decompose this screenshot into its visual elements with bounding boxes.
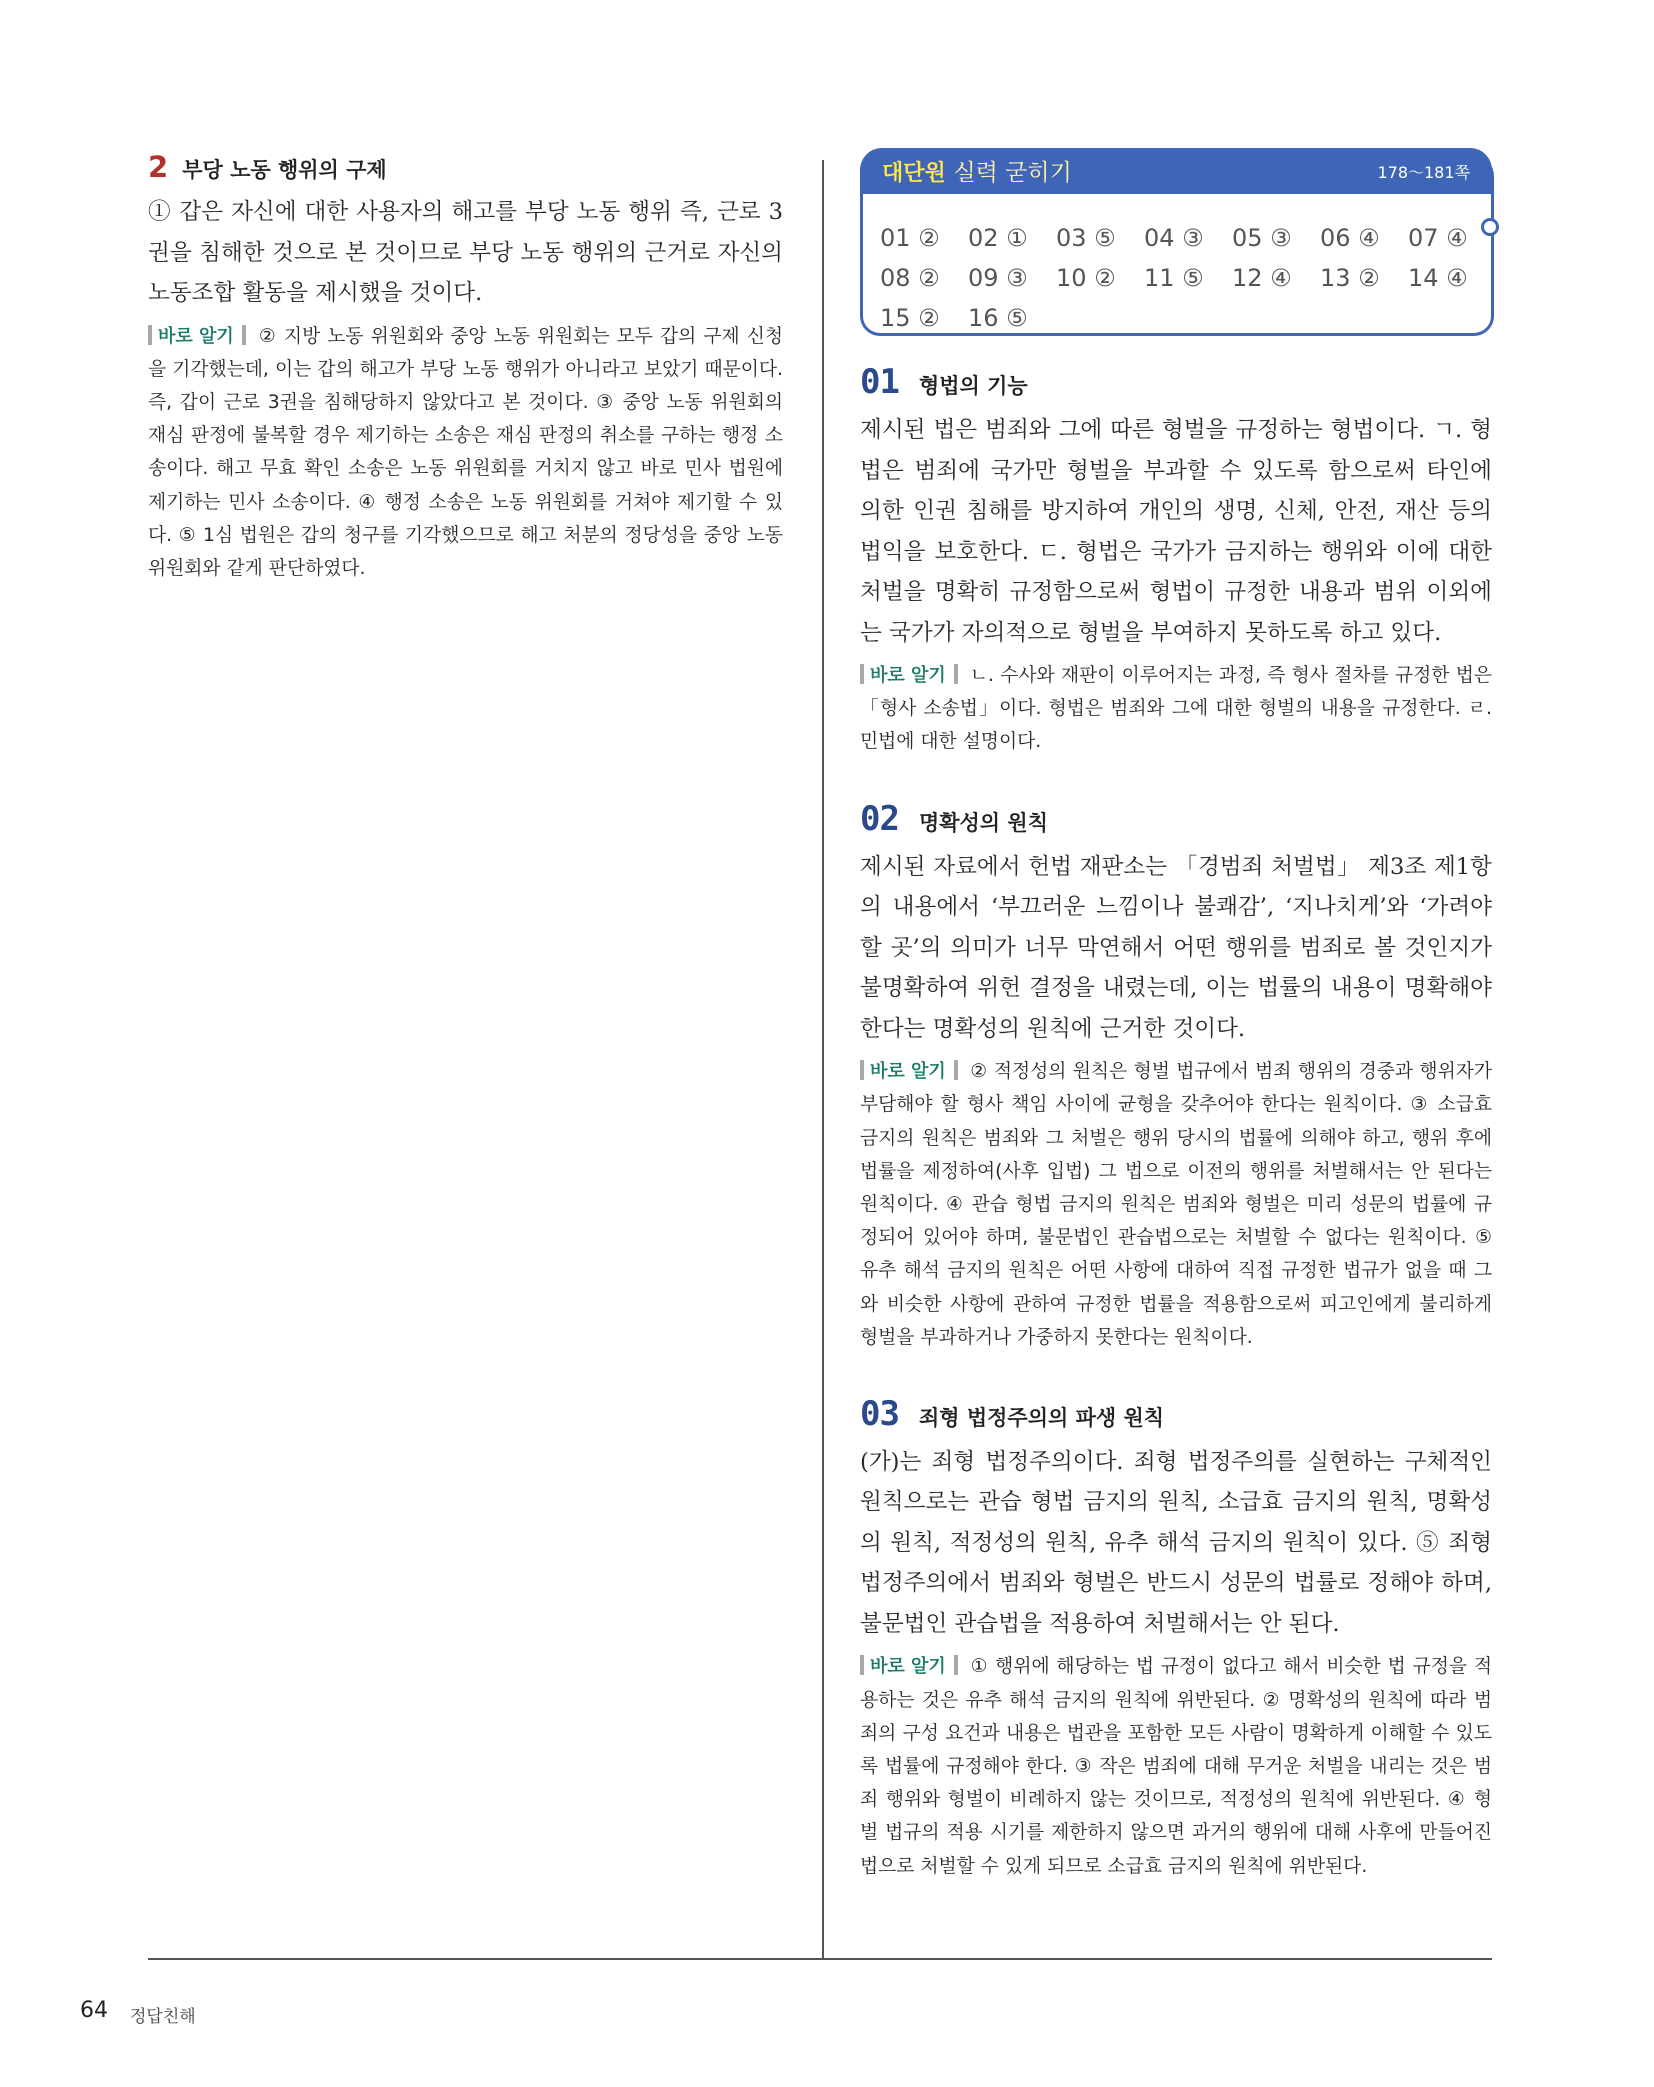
answer-item: 05 ③ bbox=[1232, 224, 1292, 252]
correction-text: ② 적정성의 원칙은 형벌 법규에서 범죄 행위의 경중과 행위자가 부담해야 할 형사 책임 사이에 균형을 갖추어야 한다는 원칙이다. ③ 소급효 금지의 원칙은 범죄와 그 처벌은 행위 당시의 법률에 의해야 하고, 행위 후에 법률을 제정하여(사후 입법) 그 법으로 이전의 행위를 처벌해서는 안 된다는 원칙이다. ④ 관습 형법 금지의 원칙은 범죄와 형벌은 미리 성문의 법률에 규정되어 있어야 하며, 불문법인 관습법으로는 처벌할 수 없다는 원칙이다. ⑤ 유추 해석 금지의 원칙은 어떤 사항에 대하여 직접 규정한 법규가 없을 때 그와 비슷한 사항에 관하여 규정한 법률을 적용함으로써 피고인에게 불리하게 형벌을 부과하거나 가중하지 못한다는 원칙이다. bbox=[860, 1061, 1492, 1348]
question-01 bbox=[860, 362, 1492, 759]
answer-item: 06 ④ bbox=[1320, 224, 1380, 252]
question-number: 03 bbox=[860, 1393, 899, 1434]
question-heading bbox=[860, 1394, 1492, 1434]
correction-note bbox=[860, 1650, 1492, 1882]
answer-key-header bbox=[860, 148, 1492, 194]
correction-tag: 바로 알기 bbox=[860, 1650, 960, 1683]
question-title: 명확성의 원칙 bbox=[918, 810, 1048, 835]
question-explanation: (가)는 죄형 법정주의이다. 죄형 법정주의를 실현하는 구체적인 원칙으로는 관습 형법 금지의 원칙, 소급효 금지의 원칙, 명확성의 원칙, 적정성의 원칙, 유추 해석 금지의 원칙이 있다. ⑤ 죄형 법정주의에서 범죄와 형벌은 반드시 성문의 법률로 정해야 하며, 불문법인 관습법을 적용하여 처벌해서는 안 된다. bbox=[860, 1448, 1492, 1637]
answer-key-title-main: 대단원 bbox=[882, 161, 946, 186]
answer-item: 01 ② bbox=[880, 224, 940, 252]
section-title: 부당 노동 행위의 구제 bbox=[182, 158, 387, 182]
question-02 bbox=[860, 799, 1492, 1354]
answer-key-title bbox=[882, 154, 1072, 187]
correction-tag: 바로 알기 bbox=[148, 320, 248, 353]
section-heading bbox=[148, 150, 783, 184]
right-column bbox=[860, 150, 1492, 1883]
answer-key-box bbox=[860, 156, 1492, 334]
correction-text: ① 행위에 해당하는 법 규정이 없다고 해서 비슷한 법 규정을 적용하는 것은 유추 해석 금지의 원칙에 위반된다. ② 명확성의 원칙에 따라 범죄의 구성 요건과 내용은 법관을 포함한 모든 사람이 명확하게 이해할 수 있도록 법률에 규정해야 한다. ③ 작은 범죄에 대해 무거운 처벌을 내리는 것은 범죄 행위와 형벌이 비례하지 않는 것이므로, 적정성의 원칙에 위반된다. ④ 형벌 법규의 적용 시기를 제한하지 않으면 과거의 행위에 대해 사후에 만들어진 법으로 처벌할 수 있게 되므로 소급효 금지의 원칙에 위반된다. bbox=[860, 1656, 1492, 1877]
correction-tag: 바로 알기 bbox=[860, 1055, 960, 1088]
answer-item: 12 ④ bbox=[1232, 264, 1292, 292]
page-number: 64 bbox=[80, 1998, 108, 2023]
correction-note bbox=[860, 659, 1492, 759]
question-heading bbox=[860, 799, 1492, 839]
question-explanation: 제시된 자료에서 헌법 재판소는 「경범죄 처벌법」 제3조 제1항의 내용에서 ‘부끄러운 느낌이나 불쾌감’, ‘지나치게’와 ‘가려야 할 곳’의 의미가 너무 막연해서 어떤 행위를 범죄로 볼 것인지가 불명확하여 위헌 결정을 내렸는데, 이는 법률의 내용이 명확해야 한다는 명확성의 원칙에 근거한 것이다. bbox=[860, 853, 1492, 1042]
answer-item: 14 ④ bbox=[1408, 264, 1468, 292]
answer-item: 15 ② bbox=[880, 304, 940, 332]
left-column bbox=[148, 150, 783, 585]
footer-rule bbox=[148, 1958, 1492, 1960]
question-heading bbox=[860, 362, 1492, 402]
correction-note bbox=[148, 320, 783, 586]
answer-item: 16 ⑤ bbox=[968, 304, 1028, 332]
answer-item: 04 ③ bbox=[1144, 224, 1204, 252]
column-divider bbox=[822, 160, 824, 1958]
section-number: 2 bbox=[148, 150, 169, 184]
answer-item: 03 ⑤ bbox=[1056, 224, 1116, 252]
answer-item: 13 ② bbox=[1320, 264, 1380, 292]
book-label: 정답친해 bbox=[130, 2007, 196, 2027]
correction-note bbox=[860, 1055, 1492, 1354]
question-number: 01 bbox=[860, 362, 899, 402]
question-title: 죄형 법정주의의 파생 원칙 bbox=[918, 1405, 1165, 1430]
question-explanation: 제시된 법은 범죄와 그에 따른 형벌을 규정하는 형법이다. ㄱ. 형법은 범죄에 국가만 형벌을 부과할 수 있도록 함으로써 타인에 의한 인권 침해를 방지하여 개인의 생명, 신체, 안전, 재산 등의 법익을 보호한다. ㄷ. 형법은 국가가 금지하는 행위와 이에 대한 처벌을 명확히 규정함으로써 형법이 규정한 내용과 범위 이외에는 국가가 자의적으로 형벌을 부여하지 못하도록 하고 있다. bbox=[860, 417, 1492, 646]
answer-item: 07 ④ bbox=[1408, 224, 1468, 252]
correction-text: ② 지방 노동 위원회와 중앙 노동 위원회는 모두 갑의 구제 신청을 기각했는데, 이는 갑의 해고가 부당 노동 행위가 아니라고 보았기 때문이다. 즉, 갑이 근로 3권을 침해당하지 않았다고 본 것이다. ③ 중앙 노동 위원회의 재심 판정에 불복할 경우 제기하는 소송은 재심 판정의 취소를 구하는 행정 소송이다. 해고 무효 확인 소송은 노동 위원회를 거치지 않고 바로 민사 법원에 제기하는 민사 소송이다. ④ 행정 소송은 노동 위원회를 거쳐야 제기할 수 있다. ⑤ 1심 법원은 갑의 청구를 기각했으므로 해고 처분의 정당성을 중앙 노동 위원회와 같게 판단하였다. bbox=[148, 325, 783, 579]
answer-item: 11 ⑤ bbox=[1144, 264, 1204, 292]
question-03 bbox=[860, 1394, 1492, 1883]
answer-item: 10 ② bbox=[1056, 264, 1116, 292]
question-number: 02 bbox=[860, 798, 899, 839]
answer-key-pages: 178～181쪽 bbox=[1377, 163, 1470, 182]
answer-grid bbox=[880, 222, 1470, 334]
section-body: ① 갑은 자신에 대한 사용자의 해고를 부당 노동 행위 즉, 근로 3권을 침해한 것으로 본 것이므로 부당 노동 행위의 근거로 자신의 노동조합 활동을 제시했을 것이다. bbox=[148, 199, 783, 306]
correction-tag: 바로 알기 bbox=[860, 659, 960, 692]
answer-item: 09 ③ bbox=[968, 264, 1028, 292]
answer-item: 02 ① bbox=[968, 224, 1028, 252]
answer-item: 08 ② bbox=[880, 264, 940, 292]
question-title: 형법의 기능 bbox=[918, 374, 1028, 398]
answer-key-title-sub: 실력 굳히기 bbox=[953, 160, 1072, 186]
correction-text: ㄴ. 수사와 재판이 이루어지는 과정, 즉 형사 절차를 규정한 법은 「형사 소송법」이다. 형법은 범죄와 그에 대한 형벌의 내용을 규정한다. ㄹ. 민법에 대한 설명이다. bbox=[860, 665, 1492, 753]
